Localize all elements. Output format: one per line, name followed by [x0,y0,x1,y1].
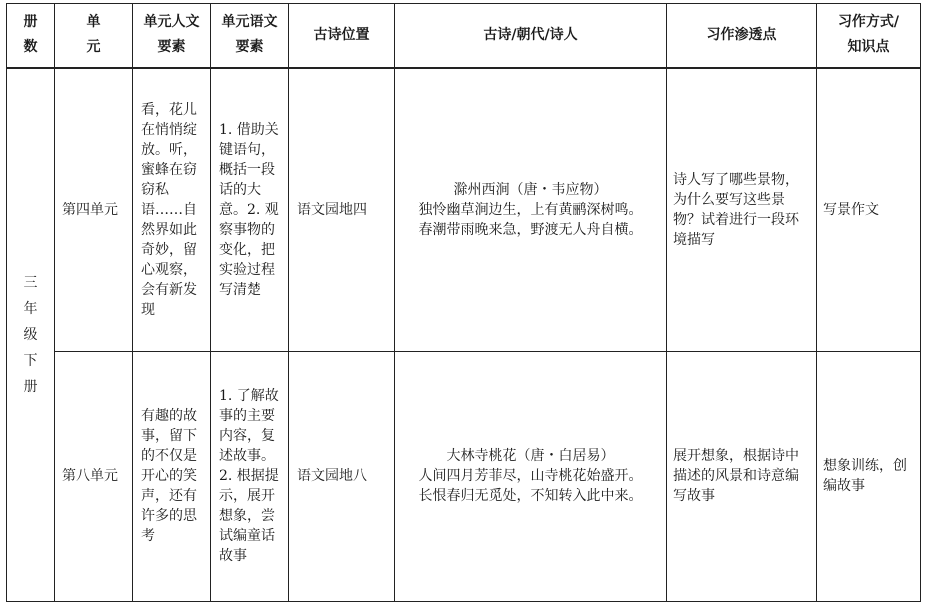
poem-location-cell: 语文园地四 [289,68,395,352]
poem-location-cell: 语文园地八 [289,351,395,601]
header-language: 单元语文 要素 [211,4,289,68]
header-humanity: 单元人文 要素 [133,4,211,68]
poem-title: 滁州西涧（唐・韦应物） [453,181,608,198]
grade-cell: 三 年 级 下 册 [7,68,55,602]
header-unit: 单 元 [55,4,133,68]
curriculum-table [6,3,921,602]
writing-influence-cell: 诗人写了哪些景物，为什么要写这些景物？试着进行一段环境描写 [667,68,817,352]
writing-mode-cell: 写景作文 [817,68,921,352]
table-row [7,351,921,601]
poem-cell [395,68,667,352]
header-book: 册 数 [7,4,55,68]
poem-line: 独怜幽草涧边生，上有黄鹂深树鸣。 [418,201,643,218]
unit-cell: 第四单元 [55,68,133,352]
unit-cell: 第八单元 [55,351,133,601]
header-writing-mode: 习作方式/ 知识点 [817,4,921,68]
header-poem-location: 古诗位置 [289,4,395,68]
header-row [7,4,921,68]
language-cell: 1. 借助关键语句，概括一段话的大意。2. 观察事物的变化，把实验过程写清楚 [211,68,289,352]
poem-line: 人间四月芳菲尽，山寺桃花始盛开。 [418,468,643,485]
poem-line: 春潮带雨晚来急，野渡无人舟自横。 [418,221,643,238]
humanity-cell: 看，花儿在悄悄绽放。听，蜜蜂在窃窃私语……自然界如此奇妙，留心观察，会有新发现 [133,68,211,352]
poem-line: 长恨春归无觅处，不知转入此中来。 [418,488,643,505]
writing-influence-cell: 展开想象，根据诗中描述的风景和诗意编写故事 [667,351,817,601]
poem-title: 大林寺桃花（唐・白居易） [446,448,615,465]
poem-cell [395,351,667,601]
header-poem-info: 古诗/朝代/诗人 [395,4,667,68]
humanity-cell: 有趣的故事，留下的不仅是开心的笑声，还有许多的思考 [133,351,211,601]
language-cell: 1. 了解故事的主要内容，复述故事。2. 根据提示，展开想象，尝试编童话故事 [211,351,289,601]
writing-mode-cell: 想象训练，创编故事 [817,351,921,601]
table-row [7,68,921,352]
header-writing-influence: 习作渗透点 [667,4,817,68]
